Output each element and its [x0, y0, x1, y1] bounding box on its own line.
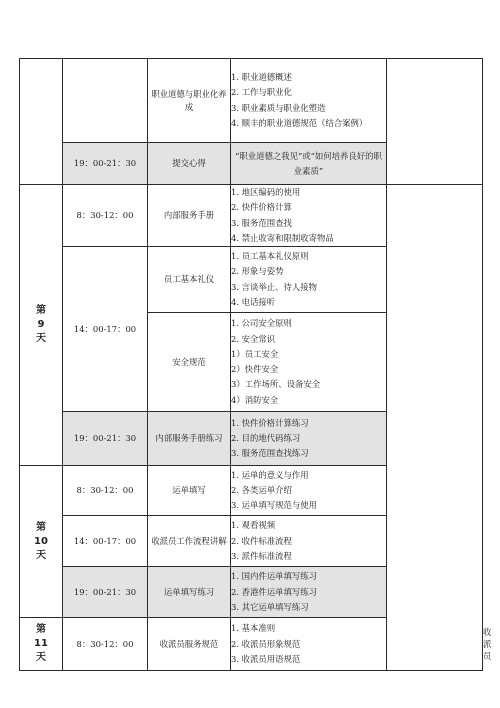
list-item: 1）员工安全: [231, 348, 279, 359]
list-item: 2. 安全常识: [231, 333, 276, 344]
time-cell: 19：00-21：30: [63, 412, 148, 466]
note-cell: [387, 185, 483, 671]
list-item: 1. 国内件运单填写练习: [231, 571, 318, 582]
day-9-cell: 第 9 天: [20, 185, 63, 466]
list-item: 2. 各类运单介绍: [231, 485, 292, 496]
time-cell: 19：00-21：30: [63, 567, 148, 618]
list-item: 2. 收派员形象规范: [231, 638, 301, 649]
time-cell: 8：30-12：00: [63, 466, 148, 516]
list-item: 2. 形象与姿势: [231, 266, 284, 277]
list-item: 3. 其它运单填写练习: [231, 601, 309, 612]
list-item: 3）工作场所、设备安全: [231, 379, 321, 390]
table-row: [20, 59, 483, 143]
list-item: 4. 电话接听: [231, 296, 276, 307]
table-row: 第 11 天 8：30-12：00 收派员服务规范 1. 基本准则 2. 收派员形象规范 3. 收派员用语规范 收派员: [20, 618, 483, 671]
content-cell: [231, 313, 387, 412]
training-schedule-table: [19, 58, 492, 671]
content-cell: [231, 185, 387, 247]
course-cell: 职业道德与职业化养成: [148, 59, 231, 143]
course-cell: 收派员服务规范: [148, 618, 231, 671]
list-item: 1. 职业道德概述: [231, 71, 292, 82]
list-item: 1. 公司安全原则: [231, 318, 292, 329]
content-cell: [231, 59, 387, 143]
day-cell-continued: [20, 59, 63, 185]
content-cell: [231, 247, 387, 313]
day-11-cell: 第 11 天: [20, 618, 63, 671]
list-item: 3. 职业素质与职业化塑造: [231, 102, 326, 113]
list-item: 2）快件安全: [231, 364, 279, 375]
list-item: 3. 派件标准流程: [231, 550, 292, 561]
list-item: 3. 收派员用语规范: [231, 653, 301, 664]
course-cell: 安全规范: [148, 313, 231, 412]
course-cell: 内部服务手册: [148, 185, 231, 247]
list-item: 1. 员工基本礼仪原则: [231, 251, 309, 262]
list-item: 1. 运单的意义与作用: [231, 469, 309, 480]
course-cell: 提交心得: [148, 143, 231, 185]
list-item: 3. 服务范围查找: [231, 217, 292, 228]
note-cell: [387, 59, 483, 185]
content-cell: [231, 143, 387, 185]
content-cell: [231, 412, 387, 466]
course-cell: 员工基本礼仪: [148, 247, 231, 313]
list-item: 3. 言谈举止、待人接物: [231, 281, 318, 292]
content-cell: [231, 618, 387, 671]
time-cell: 14：00-17：00: [63, 516, 148, 567]
list-item: 1. 观看视频: [231, 520, 276, 531]
time-cell: [63, 59, 148, 143]
course-cell: 运单填写练习: [148, 567, 231, 618]
day-10-cell: 第 10 天: [20, 466, 63, 618]
list-item: 1. 快件价格计算练习: [231, 417, 309, 428]
list-item: 2. 工作与职业化: [231, 87, 292, 98]
content-cell: [231, 466, 387, 516]
course-cell: 收派员工作流程讲解: [148, 516, 231, 567]
list-item: 4. 顺丰的职业道德规范（结合案例）: [231, 117, 368, 128]
time-cell: 14：00-17：00: [63, 247, 148, 412]
content-cell: [231, 567, 387, 618]
time-cell: 8：30-12：00: [63, 185, 148, 247]
list-item: 2. 收件标准流程: [231, 535, 292, 546]
course-cell: 内部服务手册练习: [148, 412, 231, 466]
list-item: 2. 香港件运单填写练习: [231, 586, 318, 597]
course-cell: 运单填写: [148, 466, 231, 516]
list-item: 3. 运单填写规范与使用: [231, 500, 318, 511]
list-item: 2. 快件价格计算: [231, 202, 292, 213]
table-row: [20, 185, 483, 247]
list-item: 4. 禁止收寄和限制收寄物品: [231, 232, 334, 243]
list-item: 1. 基本准则: [231, 623, 276, 634]
time-cell: 19：00-21：30: [63, 143, 148, 185]
list-item: 2. 目的地代码练习: [231, 433, 301, 444]
time-cell: 8：30-12：00: [63, 618, 148, 671]
list-item: 4）消防安全: [231, 394, 279, 405]
content-cell: [231, 516, 387, 567]
essay-topic-text: “职业道德之我见”或“如何培养良好的职业素质”: [235, 150, 382, 176]
list-item: 3. 服务范围查找练习: [231, 448, 309, 459]
list-item: 1. 地区编码的使用: [231, 187, 301, 197]
